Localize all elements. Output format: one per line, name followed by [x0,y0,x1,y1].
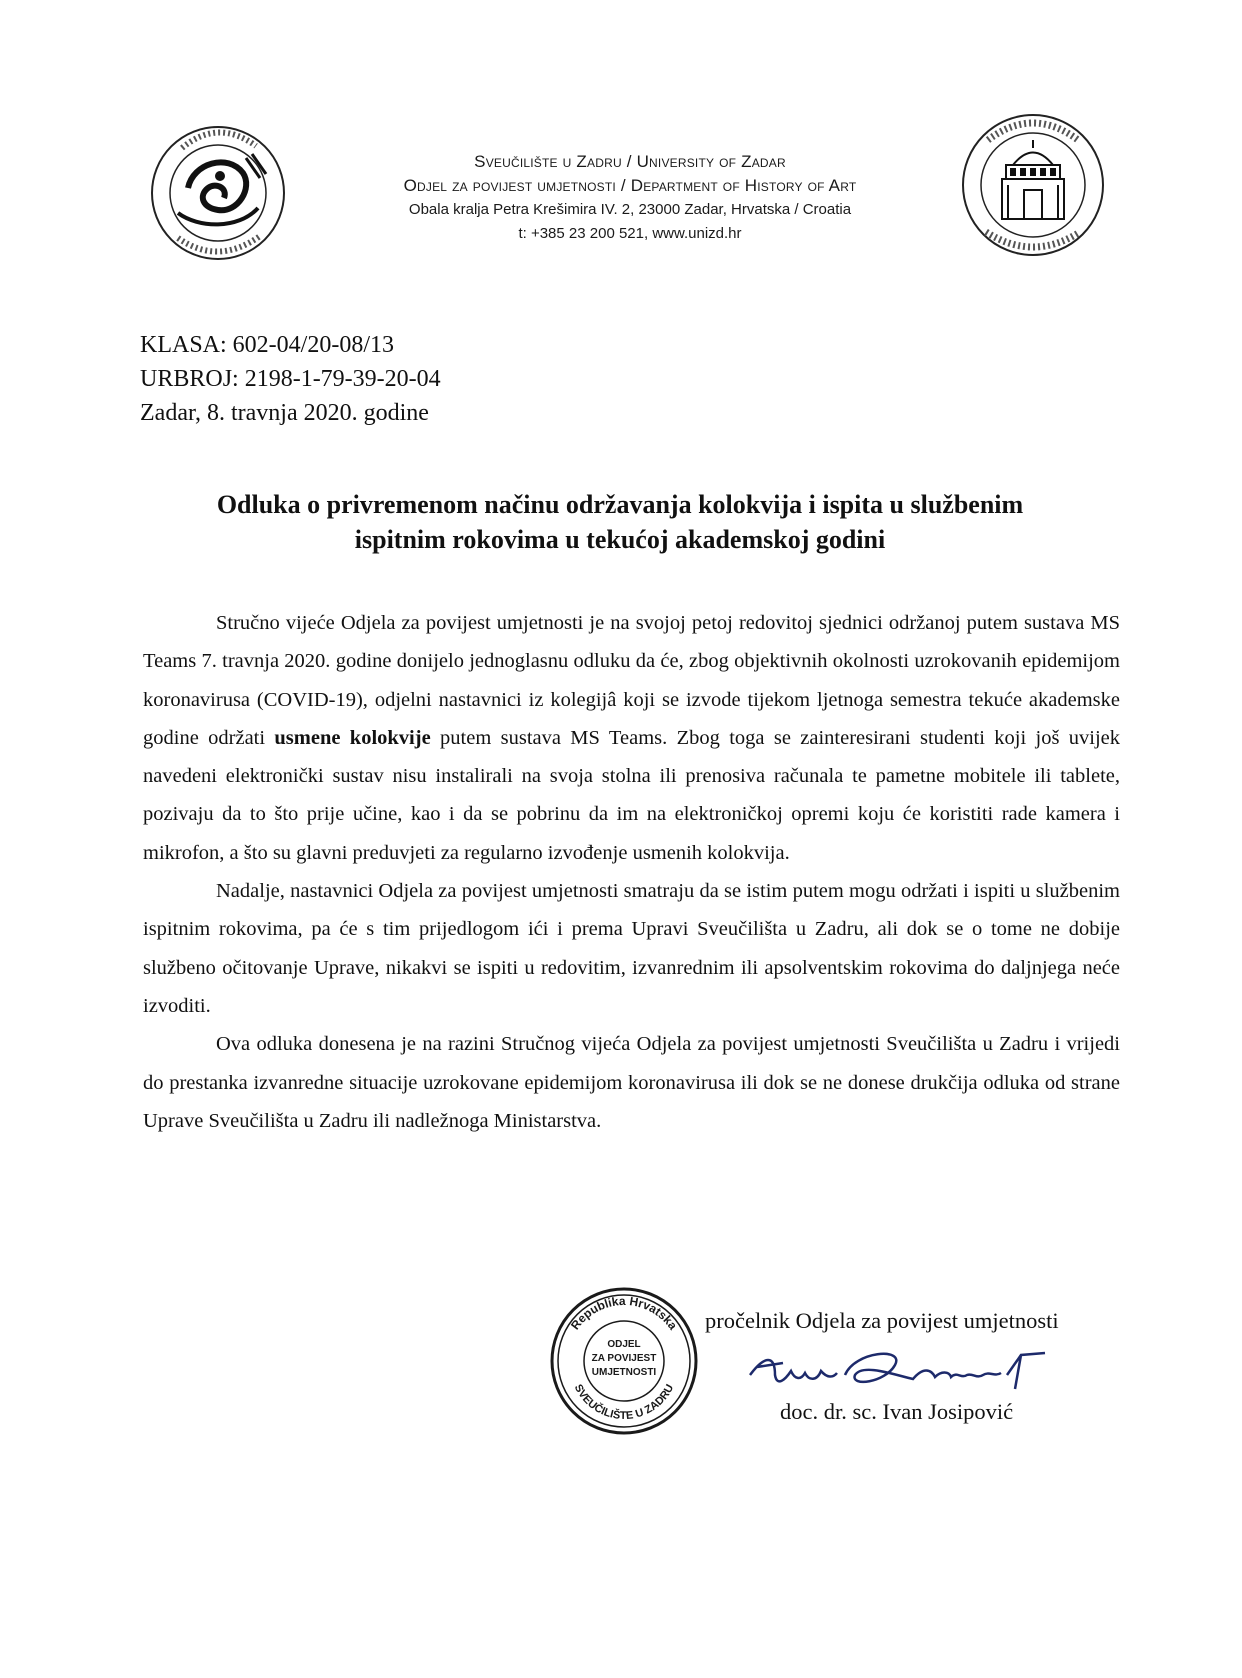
document-title [140,487,1100,557]
reference-block [140,328,441,430]
paragraph-2: Nadalje, nastavnici Odjela za povijest umjetnosti smatraju da se istim putem mogu održati i ispiti u službenim ispitnim rokovima, pa će s tim prijedlogom ići i prema Upravi Sveučilišta u Zadru, ali dok se o tome ne dobije službeno očitovanje Uprave, nikakvi se ispiti u redovitim, izvanrednim ili apsolventskim rokovima do daljnjega neće izvoditi. [143,880,1120,1017]
handwritten-signature [745,1345,1055,1405]
urbroj: URBROJ: 2198-1-79-39-20-04 [140,366,441,392]
paragraph-1-emphasis: usmene kolokvije [274,726,431,749]
address: Obala kralja Petra Krešimira IV. 2, 23000 Zadar, Hrvatska / Croatia [408,201,852,218]
place-date: Zadar, 8. travnja 2020. godine [140,400,429,426]
paragraph-1 [143,604,1120,872]
signatory-name: doc. dr. sc. Ivan Josipović [780,1399,1014,1424]
university-seal [958,110,1108,260]
paragraph-3: Ova odluka donesena je na razini Stručnog vijeća Odjela za povijest umjetnosti Sveučilišta u Zadru i vrijedi do prestanka izvanredne situacije uzrokovane epidemijom koronavirusa ili dok se ne donese drukčija odluka od strane Uprave Sveučilišta u Zadru ili nadležnoga Ministarstva. [143,1033,1120,1132]
department-name: Odjel za povijest umjetnosti / Department of History of Art [403,176,857,195]
signatory-role: pročelnik Odjela za povijest umjetnosti [705,1308,1059,1333]
stamp-center-1: ODJEL [607,1339,641,1350]
document-body [143,604,1120,1140]
stamp-bottom-text: SVEUČILIŠTE U ZADRU [571,1382,677,1423]
university-name: Sveučilište u Zadru / University of Zadar [474,152,786,171]
department-logo [148,118,288,268]
klasa: KLASA: 602-04/20-08/13 [140,332,394,358]
paragraph-1-text-a: Stručno vijeće Odjela za povijest umjetnosti je na svojoj petoj redovitoj sjednici održanoj putem sustava MS Teams 7. travnja 2020. godine donijelo jednoglasnu odluku da će, zbog objektivnih okolnosti uzrokovanih epidemijom koronavirusa (COVID-19), odjelni nastavnici iz kolegijâ koji se izvode tijekom ljetnoga semestra tekuće akademske godine održati [143,612,1120,749]
contact: t: +385 23 200 521, www.unizd.hr [518,225,742,242]
title-line-2: ispitnim rokovima u tekućoj akademskoj godini [354,525,886,554]
official-stamp [548,1285,700,1437]
stamp-center-2: ZA POVIJEST [591,1353,657,1364]
stamp-top-text: Republika Hrvatska [568,1293,681,1333]
letterhead [330,150,930,246]
paragraph-1-text-b: putem sustava MS Teams. Zbog toga se zainteresirani studenti koji još uvijek navedeni elektronički sustav nisu instalirali na svoja stolna ili prenosiva računala te pametne mobitele ili tablete, pozivaju da to što prije učine, kao i da se pobrinu da im na elektroničkoj opremi koju će koristiti rade kamera i mikrofon, a što su glavni preduvjeti za regularno izvođenje usmenih kolokvija. [143,726,1121,864]
title-line-1: Odluka o privremenom načinu održavanja kolokvija i ispita u službenim [216,490,1024,519]
stamp-center-3: UMJETNOSTI [591,1367,657,1378]
